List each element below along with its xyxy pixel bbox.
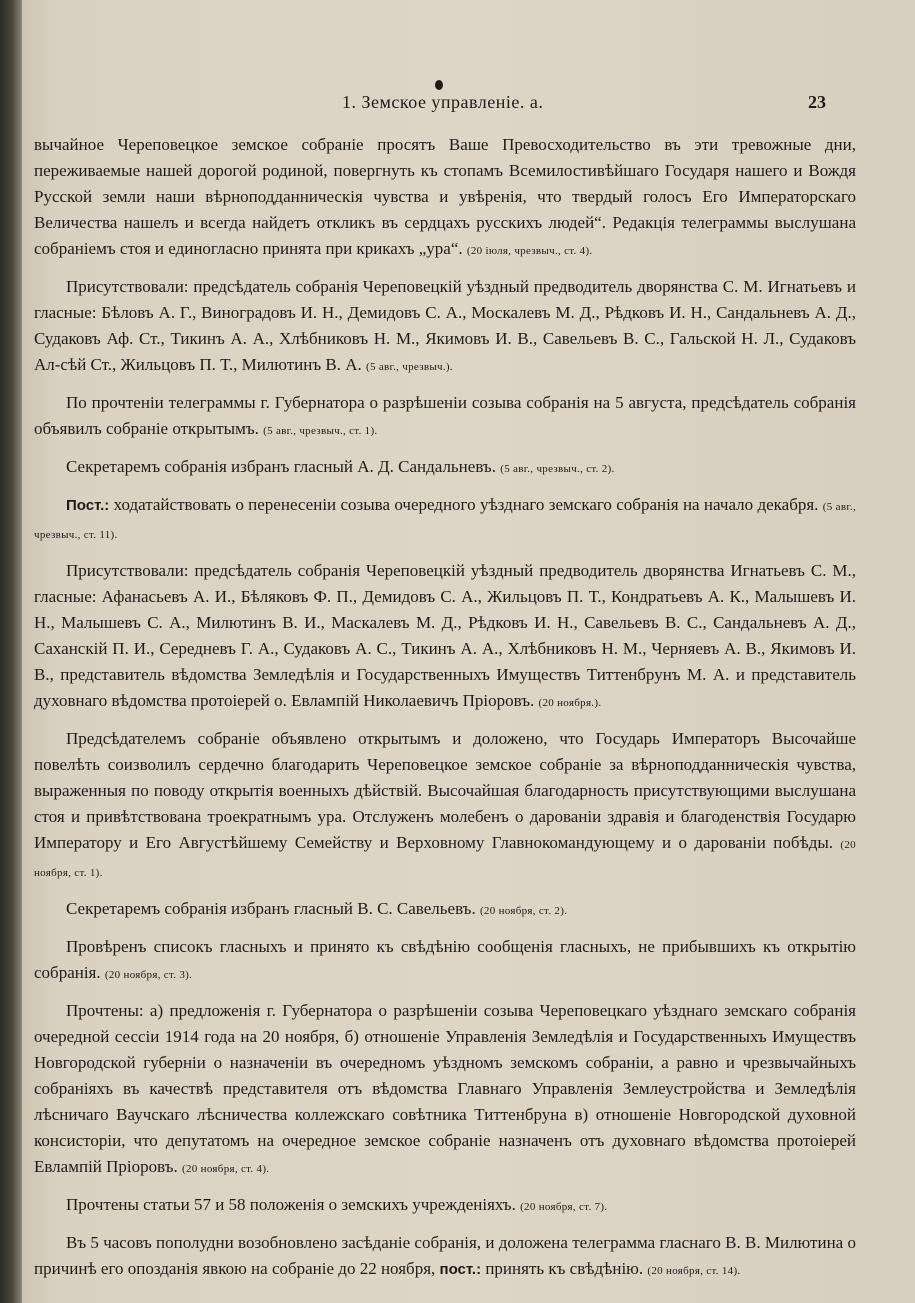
paragraph-text: Въ 5 часовъ пополудни возобновлено засѣданіе собранія, и доложена телеграмма гласнаго В. В. Милютина о причинѣ его опозданія явкою на собраніе до 22 ноября, xyxy=(34,1233,856,1278)
paragraph xyxy=(34,1192,856,1220)
paragraph-reference: (20 іюля, чрезвыч., ст. 4). xyxy=(466,245,593,257)
paragraph-text: Присутствовали: предсѣдатель собранія Череповецкій уѣздный предводитель дворянства С. М. Игнатьевъ и гласные: Бѣловъ А. Г., Виноградовъ И. Н., Демидовъ С. А., Москалевъ М. Д., Рѣдковъ И. Н., Сандальневъ А. Д., Судаковъ Аф. Ст., Тикинъ А. А., Хлѣбниковъ Н. М., Якимовъ И. В., Савельевъ В. С., Гальской Н. Л., Судаковъ Ал-сѣй Ст., Жильцовъ П. Т., Милютинъ В. А. xyxy=(34,277,856,374)
paragraph xyxy=(34,934,856,988)
paragraph xyxy=(34,132,856,264)
paragraph xyxy=(34,1230,856,1284)
document-page xyxy=(22,0,915,1303)
paragraph xyxy=(34,896,856,924)
paragraph-reference: (20 ноября, ст. 3). xyxy=(104,969,193,981)
paragraph-text: Прочтены статьи 57 и 58 положенія о земскихъ учрежденіяхъ. xyxy=(66,1195,516,1214)
paragraph-reference: (20 ноября, ст. 7). xyxy=(520,1201,608,1213)
book-spine xyxy=(0,0,22,1303)
paragraph xyxy=(34,998,856,1182)
paragraph-reference: (20 ноября, ст. 4). xyxy=(182,1163,270,1175)
paragraph-reference: (20 ноября, ст. 14). xyxy=(647,1265,741,1277)
paragraph-text: По прочтеніи телеграммы г. Губернатора о разрѣшеніи созыва собранія на 5 августа, предсѣдатель собранія объявилъ собраніе открытымъ. xyxy=(34,393,856,438)
ink-dot xyxy=(435,80,443,90)
paragraph-text: Секретаремъ собранія избранъ гласный А. Д. Сандальневъ. xyxy=(66,457,496,476)
paragraph-text-after: принять къ свѣдѣнію. xyxy=(485,1259,644,1278)
paragraph xyxy=(34,390,856,444)
page-number: 23 xyxy=(808,92,826,112)
paragraph-reference: (5 авг., чрезвыч., ст. 11). xyxy=(34,501,857,541)
paragraph xyxy=(34,558,856,716)
paragraph-text: Провѣренъ списокъ гласныхъ и принято къ свѣдѣнію сообщенія гласныхъ, не прибывшихъ къ открытію собранія. xyxy=(34,937,856,982)
paragraph xyxy=(34,454,856,482)
paragraph-text: ходатайствовать о перенесеніи созыва очередного уѣзднаго земскаго собранія на начало декабря. xyxy=(113,495,819,514)
paragraph-text: Прочтены: а) предложенія г. Губернатора о разрѣшеніи созыва Череповецкаго уѣзднаго земскаго собранія очередной сессіи 1914 года на 20 ноября, б) отношеніе Управленія Земледѣлія и Государственныхъ Имуществъ Новгородской губерніи о назначеніи въ очередномъ уѣздномъ земскомъ собраніи, а равно и чрезвычайныхъ собраніяхъ въ качествѣ представителя отъ вѣдомства Главнаго Управленія Землеустройства и Земледѣлія лѣсничаго Ваучскаго лѣсничества коллежскаго совѣтника Титтенбруна в) отношеніе Новгородской духовной консисторіи, что депутатомъ на очередное земское собраніе назначенъ отъ духовнаго вѣдомства протоіерей Евлампій Пріоровъ. xyxy=(34,1001,856,1176)
paragraph-reference: (20 ноября, ст. 1). xyxy=(34,839,856,879)
paragraph-reference: (5 авг., чрезвыч., ст. 2). xyxy=(500,463,615,475)
paragraph-text: Секретаремъ собранія избранъ гласный В. С. Савельевъ. xyxy=(66,899,476,918)
paragraph-text: вычайное Череповецкое земское собраніе просятъ Ваше Превосходительство въ эти тревожные дни, переживаемые нашей дорогой родиной, повергнуть къ стопамъ Всемилостивѣйшаго Государя нашего и Вождя Русской земли наши вѣрноподданническія чувства и увѣренія, что твердый голосъ Его Императорскаго Величества нашелъ и всегда найдетъ откликъ въ сердцахъ русскихъ людей“. Редакція телеграммы выслушана собраніемъ стоя и единогласно принята при крикахъ „ура“. xyxy=(34,135,856,258)
paragraph-reference: (20 ноября.). xyxy=(538,697,602,709)
resolution-label: Пост.: xyxy=(66,497,110,514)
paragraph xyxy=(34,726,856,886)
paragraph-text: Присутствовали: предсѣдатель собранія Череповецкій уѣздный предводитель дворянства Игнатьевъ С. М., гласные: Афанасьевъ А. И., Бѣляковъ Ф. П., Демидовъ С. А., Жильцовъ П. Т., Кондратьевъ А. К., Малышевъ И. Н., Малышевъ С. А., Милютинъ В. И., Маскалевъ М. Д., Рѣдковъ И. Н., Савельевъ В. С., Сандальневъ А. Д., Саханскій П. И., Середневъ Г. А., Судаковъ А. С., Тикинъ А. А., Хлѣбниковъ Н. М., Черняевъ А. В., Якимовъ И. В., представитель вѣдомства Земледѣлія и Государственныхъ Имуществъ Титтенбрунъ М. А. и представитель духовнаго вѣдомства протоіерей о. Евлампій Николаевичъ Пріоровъ. xyxy=(34,561,856,710)
paragraph-text: Предсѣдателемъ собраніе объявлено открытымъ и доложено, что Государь Императоръ Высочайше повелѣть соизволилъ сердечно благодарить Череповецкое земское собраніе за вѣрноподданническія чувства, выраженныя по поводу открытія военныхъ дѣйствій. Высочайшая благодарность присутствующими выслушана стоя и привѣтствована троекратнымъ ура. Отслуженъ молебенъ о дарованіи здравія и благоденствія Государю Императору и Его Августѣйшему Семейству и Верховному Главнокомандующему и о дарованіи побѣды. xyxy=(34,729,856,852)
paragraph xyxy=(34,492,856,548)
page-header xyxy=(22,92,915,116)
paragraph xyxy=(34,274,856,380)
paragraph-reference: (5 авг., чрезвыч.). xyxy=(366,361,453,373)
paragraph-reference: (5 авг., чрезвыч., ст. 1). xyxy=(263,425,378,437)
running-title: 1. Земское управленіе. а. xyxy=(342,92,544,112)
resolution-label: пост.: xyxy=(439,1261,482,1278)
paragraph-reference: (20 ноября, ст. 2). xyxy=(479,905,568,917)
body-text xyxy=(34,132,856,1294)
